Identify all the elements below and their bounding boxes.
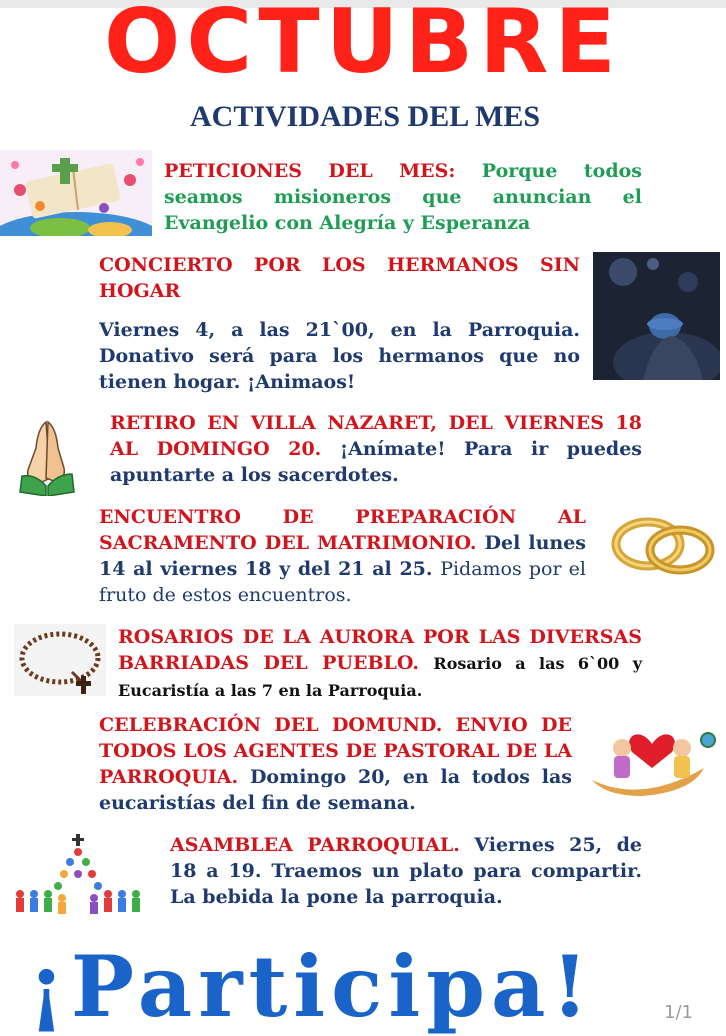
children-world-icon — [0, 150, 152, 236]
activity-title: RETIRO EN VILLA NAZARET, DEL VIERNES 18 AL DOMINGO 20. — [110, 412, 642, 460]
activity-encuentro — [99, 504, 586, 608]
people-church-icon — [10, 832, 150, 916]
praying-hands-icon — [16, 418, 78, 496]
activity-text: Pidamos por el fruto de estos encuentros. — [99, 558, 586, 606]
activity-title: ENCUENTRO DE PREPARACIÓN AL SACRAMENTO DEL MATRIMONIO. — [99, 506, 586, 554]
children-heart-icon — [582, 704, 720, 800]
activity-retiro — [110, 410, 642, 488]
activity-text: Viernes 25, de 18 a 19. Traemos un plato para compartir. La bebida la pone la parroquia. — [170, 834, 642, 908]
activity-asamblea — [170, 832, 642, 910]
wedding-rings-icon — [600, 482, 726, 608]
activity-text: Rosario a las 6`00 y Eucaristía a las 7 en la Parroquia. — [118, 654, 642, 700]
page-number: 1/1 — [664, 1002, 693, 1023]
homeless-person-icon — [593, 252, 720, 380]
activity-text: Porque todos seamos misioneros que anuncian el Evangelio con Alegría y Esperanza — [164, 160, 642, 234]
activity-title: ROSARIOS DE LA AURORA POR LAS DIVERSAS BARRIADAS DEL PUEBLO. — [118, 626, 642, 674]
activity-title: CONCIERTO POR LOS HERMANOS SIN HOGAR — [99, 254, 580, 302]
activity-text: Viernes 4, a las 21`00, en la Parroquia. Donativo será para los hermanos que no tienen hogar. ¡Animaos! — [99, 319, 580, 393]
activity-title: CELEBRACIÓN DEL DOMUND. ENVIO DE TODOS LOS AGENTES DE PASTORAL DE LA PARROQUIA. — [99, 714, 572, 788]
activity-domund — [99, 712, 572, 816]
rosary-icon — [14, 624, 106, 696]
activity-peticiones — [164, 158, 642, 236]
activity-text-bold: Del lunes 14 al viernes 18 y del 21 al 25. — [99, 532, 586, 580]
page-subtitle: ACTIVIDADES DEL MES — [190, 100, 541, 133]
activity-text: ¡Anímate! Para ir puedes apuntarte a los sacerdotes. — [110, 438, 642, 486]
activity-title: PETICIONES DEL MES: — [164, 160, 456, 182]
activity-concierto — [99, 252, 580, 395]
activity-text: Domingo 20, en la todos las eucaristías del fin de semana. — [99, 766, 572, 814]
month-title: OCTUBRE — [103, 0, 622, 93]
activity-title: ASAMBLEA PARROQUIAL. — [170, 834, 460, 856]
participa-slogan: ¡Participa! — [28, 937, 595, 1036]
activity-rosarios — [118, 624, 642, 704]
